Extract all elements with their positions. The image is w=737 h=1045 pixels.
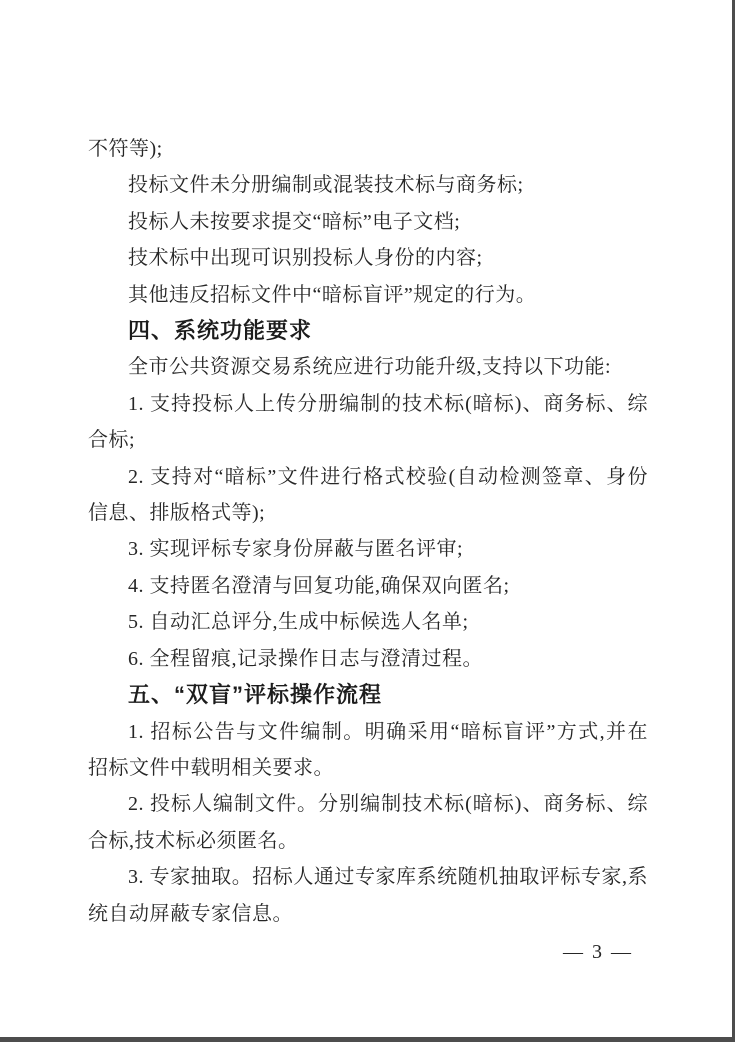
text-line-violation-item: 其他违反招标文件中“暗标盲评”规定的行为。 <box>128 283 537 306</box>
text-line-process-step: 3. 专家抽取。招标人通过专家库系统随机抽取评标专家,系 <box>128 866 648 889</box>
text-line-continuation: 信息、排版格式等); <box>88 502 266 525</box>
text-line-function-item: 4. 支持匿名澄清与回复功能,确保双向匿名; <box>128 574 510 597</box>
document-body <box>88 131 648 932</box>
text-line-violation-item: 投标文件未分册编制或混装技术标与商务标; <box>128 174 524 197</box>
text-line-process-step: 2. 投标人编制文件。分别编制技术标(暗标)、商务标、综 <box>128 793 648 816</box>
text-line-intro: 全市公共资源交易系统应进行功能升级,支持以下功能: <box>128 356 612 379</box>
text-line-continuation: 统自动屏蔽专家信息。 <box>88 902 293 925</box>
text-line-function-item: 6. 全程留痕,记录操作日志与澄清过程。 <box>128 647 483 670</box>
text-line-function-item: 1. 支持投标人上传分册编制的技术标(暗标)、商务标、综 <box>128 392 648 415</box>
page-number: — 3 — <box>563 941 633 963</box>
text-line-continuation: 招标文件中载明相关要求。 <box>88 756 334 779</box>
text-line-process-step: 1. 招标公告与文件编制。明确采用“暗标盲评”方式,并在 <box>128 720 648 743</box>
text-line-function-item: 2. 支持对“暗标”文件进行格式校验(自动检测签章、身份 <box>128 465 648 488</box>
text-line-violation-item: 技术标中出现可识别投标人身份的内容; <box>128 247 483 270</box>
scan-edge-bottom <box>0 1037 735 1042</box>
section-heading-5: 五、“双盲”评标操作流程 <box>128 682 383 708</box>
scan-edge-right <box>732 0 735 1042</box>
text-line-violation-item: 投标人未按要求提交“暗标”电子文档; <box>128 210 461 233</box>
text-line-function-item: 5. 自动汇总评分,生成中标候选人名单; <box>128 611 469 634</box>
text-line-continuation: 合标,技术标必须匿名。 <box>88 829 299 852</box>
text-line-continuation: 不符等); <box>88 138 163 160</box>
text-line-continuation: 合标; <box>88 429 136 452</box>
text-line-function-item: 3. 实现评标专家身份屏蔽与匿名评审; <box>128 538 464 561</box>
section-heading-4: 四、系统功能要求 <box>128 318 313 344</box>
